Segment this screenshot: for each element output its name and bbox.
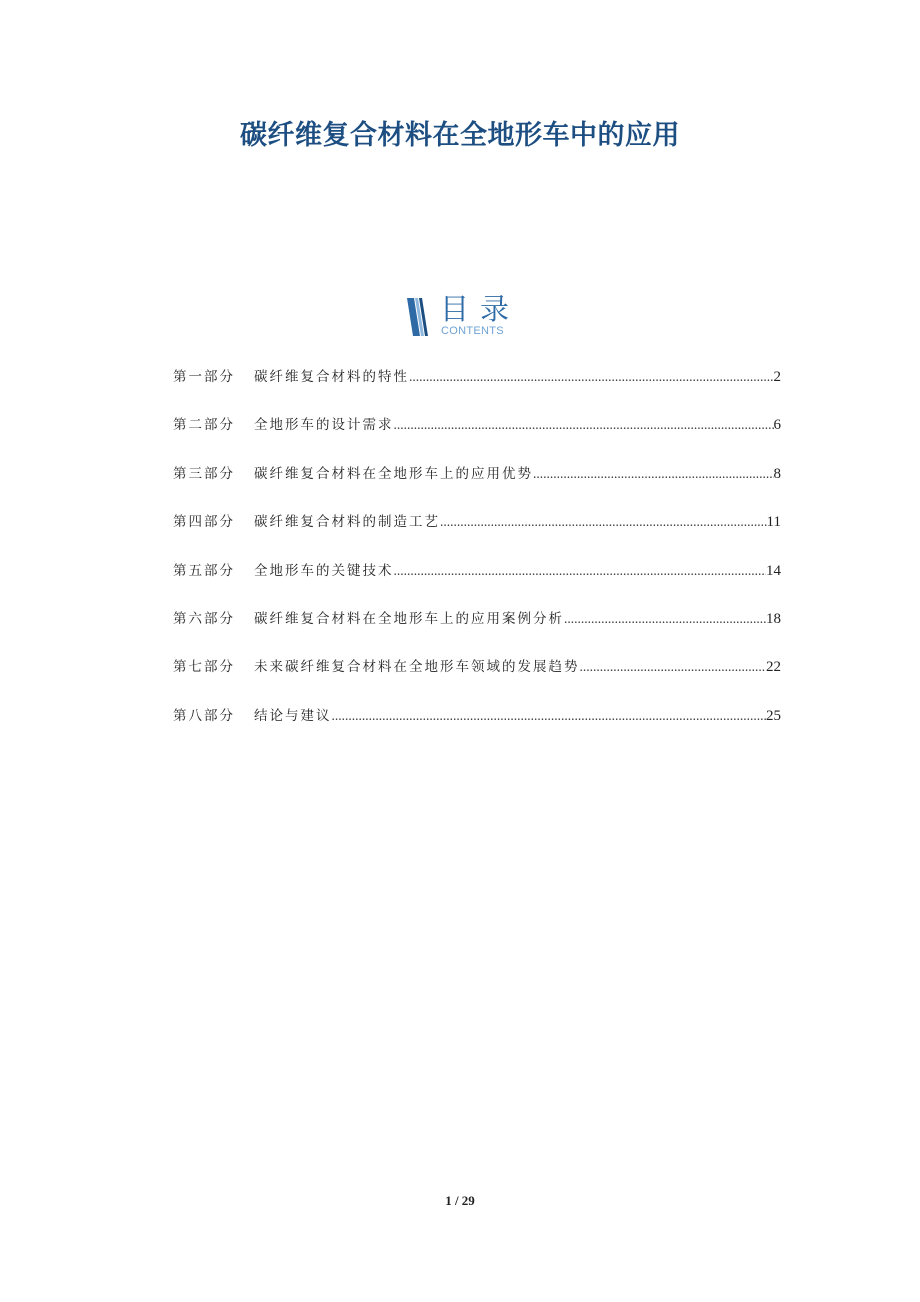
- toc-entry-page: 25: [766, 707, 781, 724]
- toc-entry[interactable]: [173, 414, 781, 462]
- toc-entry[interactable]: [173, 608, 781, 656]
- toc-entry-page: 11: [766, 514, 781, 531]
- dot-leader: [394, 414, 774, 436]
- toc-entry-title: 碳纤维复合材料的特性: [254, 369, 409, 385]
- toc-entry-title: 结论与建议: [254, 707, 332, 724]
- toc-entry-part: 第一部分: [173, 369, 235, 385]
- toc-entry[interactable]: [173, 705, 781, 753]
- dot-leader: [394, 560, 767, 582]
- toc-heading: 目录: [440, 292, 521, 326]
- toc-entry-page: 14: [766, 562, 781, 579]
- toc-entry-page: 8: [773, 465, 781, 482]
- toc-entry-title: 碳纤维复合材料的制造工艺: [254, 514, 440, 531]
- toc-entry-page: 2: [773, 369, 781, 385]
- toc-entry-part: 第五部分: [173, 562, 235, 579]
- toc-entry-part: 第八部分: [173, 707, 235, 724]
- page-number: 1 / 29: [445, 1193, 475, 1208]
- toc-entry-page: 22: [766, 659, 781, 676]
- toc-entry-page: 6: [773, 417, 781, 434]
- dot-leader: [409, 366, 774, 388]
- toc-entry-title: 全地形车的设计需求: [254, 417, 394, 434]
- table-of-contents: [173, 366, 781, 753]
- book-stripe-icon: [405, 298, 431, 338]
- toc-entry-title: 碳纤维复合材料在全地形车上的应用优势: [254, 465, 533, 482]
- toc-entry-part: 第六部分: [173, 610, 235, 627]
- dot-leader: [533, 463, 774, 485]
- toc-entry-part: 第二部分: [173, 417, 235, 434]
- toc-entry-title: 全地形车的关键技术: [254, 562, 394, 579]
- toc-entry[interactable]: [173, 366, 781, 414]
- toc-header: [405, 294, 535, 342]
- toc-entry-page: 18: [766, 610, 781, 627]
- toc-entry[interactable]: [173, 560, 781, 608]
- toc-entry[interactable]: [173, 511, 781, 559]
- dot-leader: [564, 608, 766, 630]
- toc-entry[interactable]: [173, 656, 781, 704]
- toc-entry-title: 碳纤维复合材料在全地形车上的应用案例分析: [254, 610, 564, 627]
- dot-leader: [580, 656, 767, 678]
- toc-entry[interactable]: [173, 463, 781, 511]
- toc-entry-part: 第四部分: [173, 514, 235, 531]
- document-title: 碳纤维复合材料在全地形车中的应用: [240, 120, 680, 151]
- toc-entry-part: 第七部分: [173, 659, 235, 676]
- toc-subheading: CONTENTS: [441, 325, 504, 337]
- dot-leader: [332, 705, 767, 727]
- dot-leader: [440, 511, 767, 533]
- toc-entry-title: 未来碳纤维复合材料在全地形车领域的发展趋势: [254, 659, 580, 676]
- toc-entry-part: 第三部分: [173, 465, 235, 482]
